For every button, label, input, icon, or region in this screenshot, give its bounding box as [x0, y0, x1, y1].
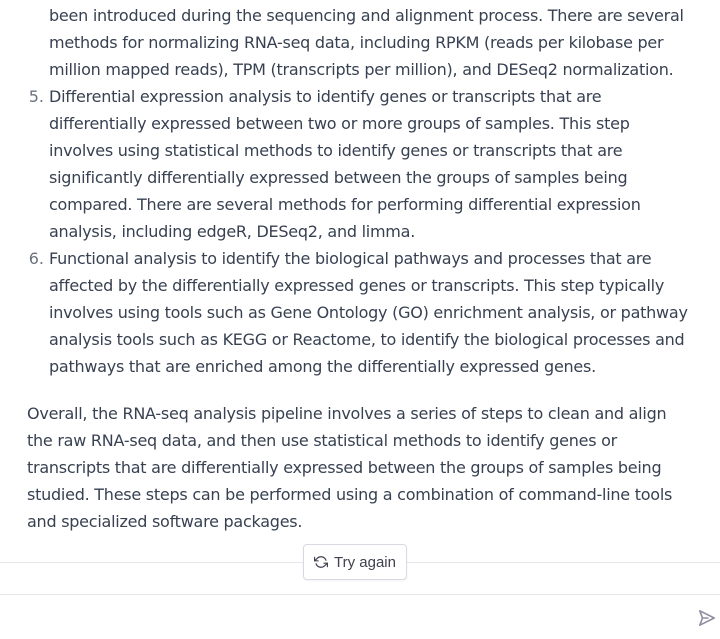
item4-line-1: been introduced during the sequencing and alignment process. There are several	[49, 6, 684, 25]
item5-line-2: differentially expressed between two or more groups of samples. This step	[49, 114, 630, 133]
item5-line-6: analysis, including edgeR, DESeq2, and limma.	[49, 222, 416, 241]
item5-line-3: involves using statistical methods to identify genes or transcripts that are	[49, 141, 623, 160]
item5-line-5: compared. There are several methods for performing differential expression	[49, 195, 641, 214]
message-composer[interactable]	[0, 594, 720, 639]
item6-line-5: pathways that are enriched among the differentially expressed genes.	[49, 357, 596, 376]
item6-line-1: Functional analysis to identify the biological pathways and processes that are	[49, 249, 652, 268]
item5-line-4: significantly differentially expressed between the groups of samples being	[49, 168, 628, 187]
try-again-label: Try again	[334, 553, 396, 571]
summary-line-2: the raw RNA-seq data, and then use statistical methods to identify genes or	[27, 431, 617, 450]
item4-line-2: methods for normalizing RNA-seq data, including RPKM (reads per kilobase per	[49, 33, 664, 52]
list-number-6: 6.	[28, 249, 44, 268]
try-again-button[interactable]	[303, 544, 407, 580]
summary-line-3: transcripts that are differentially expressed between the groups of samples being	[27, 458, 662, 477]
item6-line-2: affected by the differentially expressed genes or transcripts. This step typically	[49, 276, 665, 295]
item6-line-4: analysis tools such as KEGG or Reactome, to identify the biological processes and	[49, 330, 685, 349]
refresh-icon	[314, 555, 328, 569]
summary-line-4: studied. These steps can be performed using a combination of command-line tools	[27, 485, 673, 504]
item5-line-1: Differential expression analysis to identify genes or transcripts that are	[49, 87, 602, 106]
send-icon[interactable]	[698, 609, 716, 627]
summary-line-1: Overall, the RNA-seq analysis pipeline involves a series of steps to clean and align	[27, 404, 667, 423]
item4-line-3: million mapped reads), TPM (transcripts per million), and DESeq2 normalization.	[49, 60, 674, 79]
item6-line-3: involves using tools such as Gene Ontology (GO) enrichment analysis, or pathway	[49, 303, 688, 322]
list-number-5: 5.	[28, 87, 44, 106]
summary-line-5: and specialized software packages.	[27, 512, 303, 531]
